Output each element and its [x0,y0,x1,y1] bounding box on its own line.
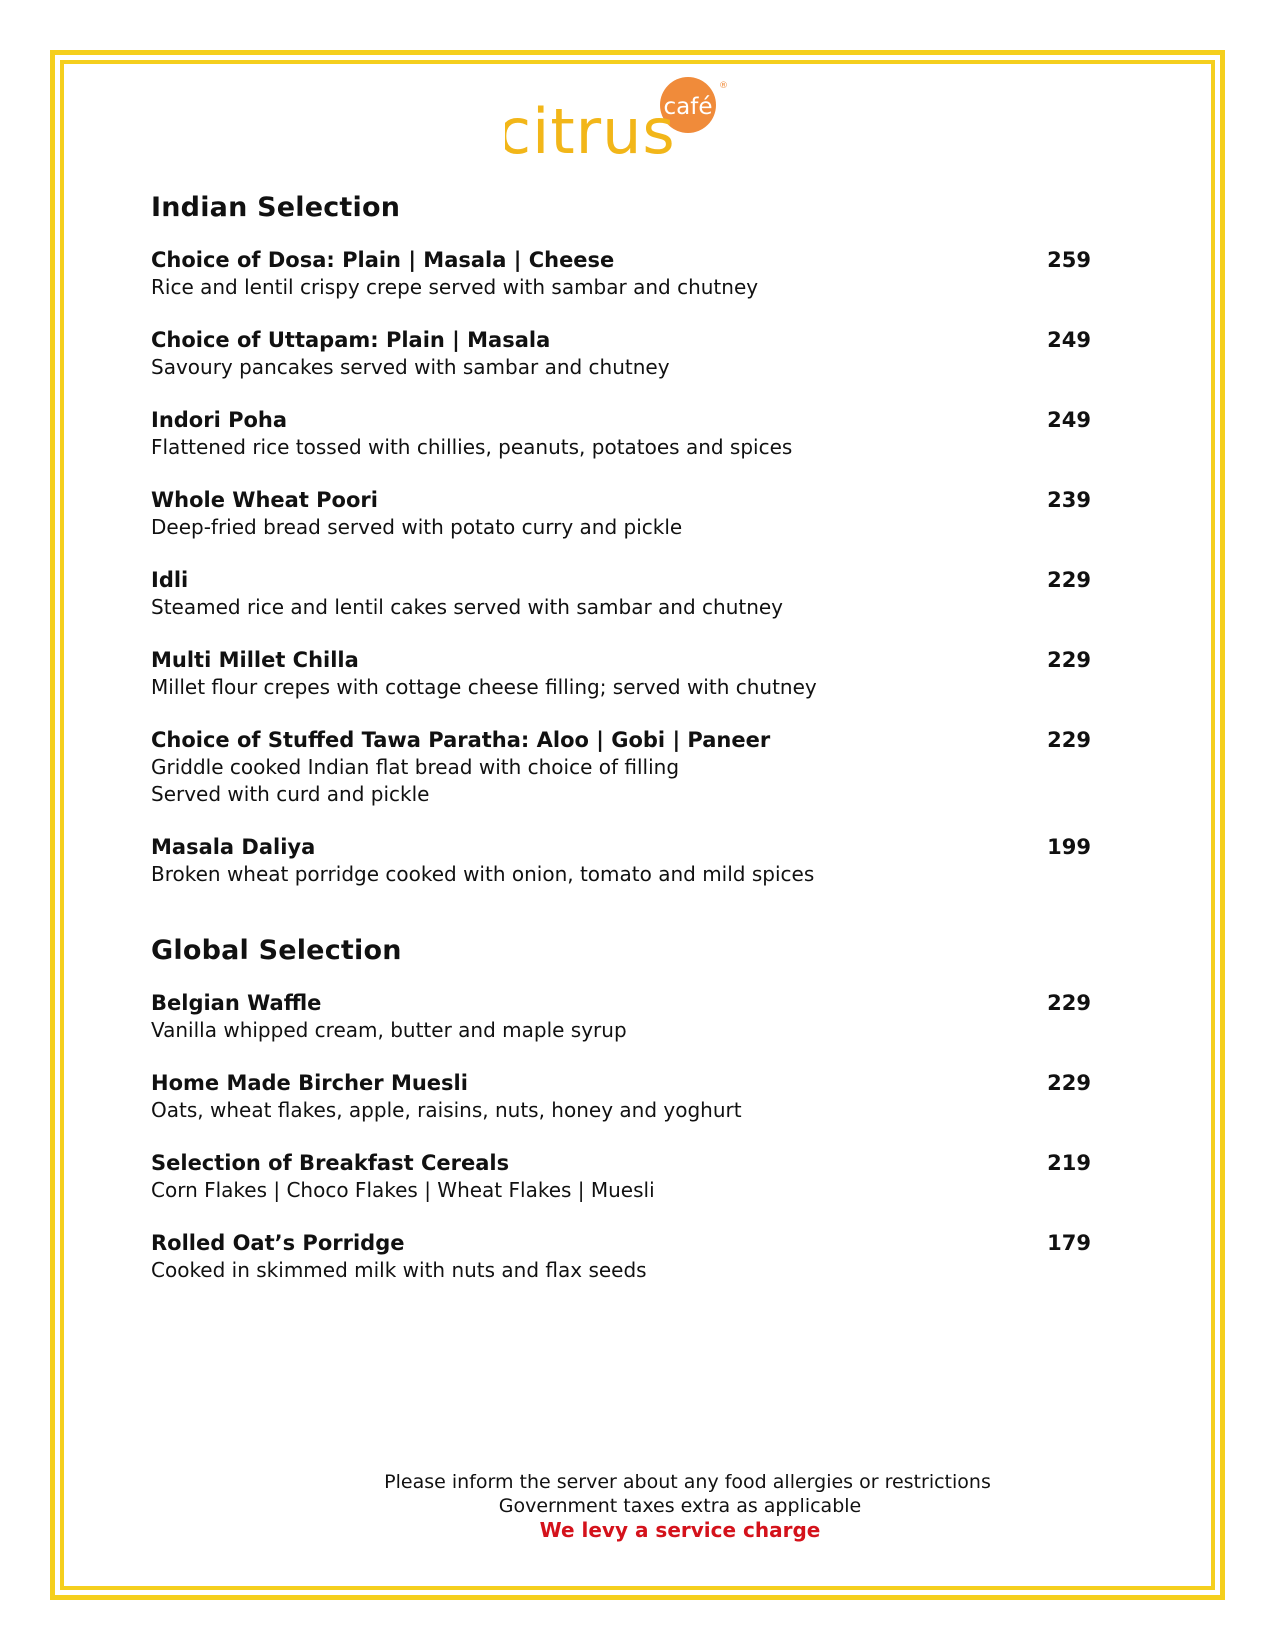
menu-item-price: 229 [1047,568,1091,592]
menu-item-desc: Griddle cooked Indian flat bread with choice of filling Served with curd and pickle [151,755,680,806]
citrus-cafe-logo [505,75,765,175]
menu-item-text [151,246,981,301]
service-charge-note: We levy a service charge [539,1518,821,1542]
menu-item-price: 179 [1047,1231,1091,1255]
global-items-list [151,989,1091,1284]
citrus-cafe-logo-svg [505,75,765,175]
menu-item-text [151,1229,981,1284]
menu-item-text [151,326,981,381]
menu-item [151,406,1091,461]
section-title-indian: Indian Selection [151,192,401,223]
menu-item-desc: Broken wheat porridge cooked with onion, tomato and mild spices [151,862,815,886]
menu-item-name: Idli [151,568,189,592]
menu-item-price: 229 [1047,728,1091,752]
menu-item-name: Masala Daliya [151,835,316,859]
menu-item-name: Rolled Oat’s Porridge [151,1231,405,1255]
menu-item-price: 229 [1047,1071,1091,1095]
menu-item-name: Choice of Dosa: Plain | Masala | Cheese [151,248,615,272]
registered-mark: ® [719,81,728,91]
menu-item-text [151,486,981,541]
menu-item-text [151,646,981,701]
logo-word: citrus [505,95,676,168]
indian-items-list [151,246,1091,888]
menu-item [151,246,1091,301]
menu-item-text [151,406,981,461]
menu-item-price: 229 [1047,648,1091,672]
menu-item-desc: Rice and lentil crispy crepe served with sambar and chutney [151,275,759,299]
menu-item-name: Belgian Waffle [151,991,322,1015]
menu-item-name: Multi Millet Chilla [151,648,359,672]
menu-item [151,726,1091,808]
menu-item-text [151,726,981,808]
logo-badge-text: café [663,94,713,120]
section-title-global: Global Selection [151,935,402,966]
menu-item-desc: Millet flour crepes with cottage cheese filling; served with chutney [151,675,817,699]
tax-note: Government taxes extra as applicable [498,1495,862,1517]
menu-item-desc: Vanilla whipped cream, butter and maple syrup [151,1018,627,1042]
menu-item [151,566,1091,621]
menu-item-desc: Oats, wheat flakes, apple, raisins, nuts, honey and yoghurt [151,1098,742,1122]
menu-item-desc: Savoury pancakes served with sambar and chutney [151,355,670,379]
menu-item-price: 229 [1047,991,1091,1015]
menu-item-desc: Cooked in skimmed milk with nuts and flax seeds [151,1258,647,1282]
menu-item-text [151,833,981,888]
menu-item-name: Selection of Breakfast Cereals [151,1151,510,1175]
menu-item-desc: Steamed rice and lentil cakes served with sambar and chutney [151,595,784,619]
menu-item-text [151,566,981,621]
menu-item-desc: Corn Flakes | Choco Flakes | Wheat Flakes | Muesli [151,1178,655,1202]
menu-item-price: 249 [1047,408,1091,432]
menu-item-price: 199 [1047,835,1091,859]
menu-item-price: 239 [1047,488,1091,512]
menu-item [151,1149,1091,1204]
menu-item [151,989,1091,1044]
menu-item-price: 249 [1047,328,1091,352]
menu-item-price: 259 [1047,248,1091,272]
menu-item [151,1069,1091,1124]
menu-item-text [151,1069,981,1124]
menu-footer [0,1470,1275,1542]
menu-item-name: Choice of Stuffed Tawa Paratha: Aloo | Gobi | Paneer [151,728,771,752]
menu-item [151,486,1091,541]
indian-selection-section [151,190,1091,888]
menu-item-text [151,1149,981,1204]
menu-item-price: 219 [1047,1151,1091,1175]
menu-item-name: Indori Poha [151,408,288,432]
menu-item-desc: Flattened rice tossed with chillies, peanuts, potatoes and spices [151,435,793,459]
menu-item-name: Choice of Uttapam: Plain | Masala [151,328,551,352]
menu-item-name: Whole Wheat Poori [151,488,378,512]
menu-item [151,1229,1091,1284]
menu-item-name: Home Made Bircher Muesli [151,1071,468,1095]
allergy-note: Please inform the server about any food allergies or restrictions [384,1471,991,1493]
menu-content [151,190,1091,1309]
menu-item-text [151,989,981,1044]
menu-item [151,646,1091,701]
global-selection-section [151,933,1091,1284]
menu-item [151,833,1091,888]
menu-item [151,326,1091,381]
menu-item-desc: Deep-fried bread served with potato curry and pickle [151,515,683,539]
